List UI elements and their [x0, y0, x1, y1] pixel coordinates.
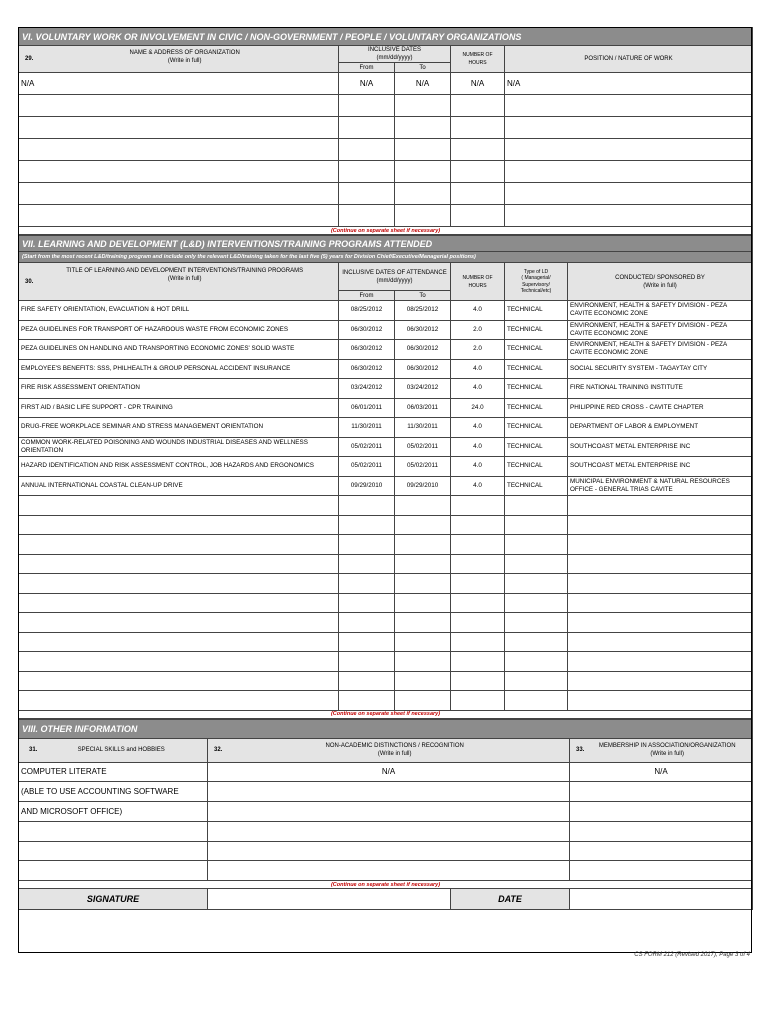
training-to-cell[interactable]: 11/30/2011 [395, 418, 451, 438]
table-row [19, 301, 753, 321]
table-row[interactable] [19, 161, 753, 183]
org-header-label: NAME & ADDRESS OF ORGANIZATION [129, 50, 240, 56]
voluntary-to-cell[interactable]: N/A [395, 73, 451, 95]
skills-label: SPECIAL SKILLS and HOBBIES [77, 747, 165, 753]
item-32-number: 32. [214, 747, 223, 753]
training-to-cell[interactable]: 06/30/2012 [395, 340, 451, 360]
membership-header [570, 738, 753, 762]
training-by-cell[interactable]: ENVIRONMENT, HEALTH & SAFETY DIVISION - PEZA CAVITE ECONOMIC ZONE [568, 320, 753, 340]
table-row[interactable] [19, 515, 753, 535]
org-header-sub: (Write in full) [167, 58, 202, 64]
training-title-cell[interactable]: EMPLOYEE'S BENEFITS: SSS, PHILHEALTH & GROUP PERSONAL ACCIDENT INSURANCE [19, 359, 339, 379]
type-label: Type of LD [523, 268, 549, 275]
membership-cell[interactable]: N/A [570, 762, 753, 782]
training-hours-cell[interactable]: 24.0 [451, 398, 505, 418]
training-hours-cell[interactable]: 4.0 [451, 476, 505, 496]
skill-cell[interactable] [19, 841, 208, 861]
training-type-cell[interactable]: TECHNICAL [505, 359, 568, 379]
training-hours-cell[interactable]: 4.0 [451, 418, 505, 438]
continue-note-vii: (Continue on separate sheet if necessary) [19, 710, 753, 718]
skill-cell[interactable] [19, 821, 208, 841]
skill-cell[interactable] [19, 861, 208, 881]
training-type-cell[interactable]: TECHNICAL [505, 340, 568, 360]
table-row [19, 802, 753, 822]
voluntary-position-header: POSITION / NATURE OF WORK [505, 46, 753, 73]
table-row[interactable] [19, 632, 753, 652]
voluntary-to-header: To [395, 63, 451, 73]
training-from-cell[interactable]: 05/02/2011 [339, 437, 395, 457]
membership-label: MEMBERSHIP IN ASSOCIATION/ORGANIZATION [598, 743, 736, 749]
table-row [19, 359, 753, 379]
pds-page [18, 27, 752, 910]
table-row[interactable] [19, 574, 753, 594]
training-from-cell[interactable]: 11/30/2011 [339, 418, 395, 438]
skills-header [19, 738, 208, 762]
dates-header-fmt: (mm/dd/yyyy) [376, 55, 413, 61]
training-by-cell[interactable]: MUNICIPAL ENVIRONMENT & NATURAL RESOURCES OFFICE - GENERAL TRIAS CAVITE [568, 476, 753, 496]
training-hours-cell[interactable]: 4.0 [451, 301, 505, 321]
training-dates-header [339, 263, 451, 291]
training-title-sub: (Write in full) [167, 275, 202, 282]
training-title-label: TITLE OF LEARNING AND DEVELOPMENT INTERVENTIONS/TRAINING PROGRAMS [66, 267, 304, 274]
table-row[interactable] [19, 205, 753, 227]
training-type-cell[interactable]: TECHNICAL [505, 398, 568, 418]
skill-cell[interactable]: COMPUTER LITERATE [19, 762, 208, 782]
continue-note-viii: (Continue on separate sheet if necessary) [19, 881, 753, 889]
training-hours-header: NUMBER OF HOURS [451, 263, 505, 301]
training-title-cell[interactable]: DRUG-FREE WORKPLACE SEMINAR AND STRESS MANAGEMENT ORIENTATION [19, 418, 339, 438]
training-to-cell[interactable]: 06/03/2011 [395, 398, 451, 418]
training-from-cell[interactable]: 03/24/2012 [339, 379, 395, 399]
training-to-cell[interactable]: 05/02/2011 [395, 457, 451, 477]
training-title-cell[interactable]: ANNUAL INTERNATIONAL COASTAL CLEAN-UP DRIVE [19, 476, 339, 496]
training-type-cell[interactable]: TECHNICAL [505, 476, 568, 496]
training-to-cell[interactable]: 08/25/2012 [395, 301, 451, 321]
distinctions-sub: (Write in full) [377, 751, 412, 757]
date-label: DATE [451, 889, 570, 910]
membership-cell[interactable] [570, 861, 753, 881]
table-row [19, 762, 753, 782]
membership-cell[interactable] [570, 802, 753, 822]
training-from-cell[interactable]: 06/30/2012 [339, 359, 395, 379]
training-from-cell[interactable]: 09/29/2010 [339, 476, 395, 496]
training-title-header [19, 263, 339, 301]
training-hours-cell[interactable]: 2.0 [451, 320, 505, 340]
training-by-cell[interactable]: FIRE NATIONAL TRAINING INSTITUTE [568, 379, 753, 399]
training-hours-cell[interactable]: 4.0 [451, 359, 505, 379]
voluntary-hours-header: NUMBER OF HOURS [451, 46, 505, 73]
table-row [19, 457, 753, 477]
table-row [19, 418, 753, 438]
table-row [19, 476, 753, 496]
distinctions-label: NON-ACADEMIC DISTINCTIONS / RECOGNITION [325, 743, 464, 749]
training-to-cell[interactable]: 06/30/2012 [395, 320, 451, 340]
type-sub: ( Managerial/ Supervisory/ Technical/etc) [520, 275, 552, 294]
training-type-cell[interactable]: TECHNICAL [505, 418, 568, 438]
training-type-cell[interactable]: TECHNICAL [505, 320, 568, 340]
table-row[interactable] [19, 95, 753, 117]
training-to-cell[interactable]: 09/29/2010 [395, 476, 451, 496]
training-type-cell[interactable]: TECHNICAL [505, 379, 568, 399]
membership-cell[interactable] [570, 782, 753, 802]
item-31-number: 31. [29, 747, 38, 753]
training-by-cell[interactable]: ENVIRONMENT, HEALTH & SAFETY DIVISION - PEZA CAVITE ECONOMIC ZONE [568, 340, 753, 360]
table-row [19, 320, 753, 340]
continue-note-vi: (Continue on separate sheet if necessary) [19, 227, 753, 235]
table-row [19, 398, 753, 418]
table-row [19, 437, 753, 457]
skill-cell[interactable]: AND MICROSOFT OFFICE) [19, 802, 208, 822]
distinction-cell[interactable] [208, 861, 570, 881]
training-title-cell[interactable]: FIRE RISK ASSESSMENT ORIENTATION [19, 379, 339, 399]
dates-header-label: INCLUSIVE DATES [368, 47, 421, 53]
table-row [19, 340, 753, 360]
training-to-cell[interactable]: 03/24/2012 [395, 379, 451, 399]
table-row[interactable] [19, 691, 753, 711]
training-type-cell[interactable]: TECHNICAL [505, 437, 568, 457]
training-hours-cell[interactable]: 4.0 [451, 437, 505, 457]
date-field[interactable] [570, 889, 753, 910]
voluntary-position-cell[interactable]: N/A [505, 73, 753, 95]
section-vii-note: (Start from the most recent L&D/training program and include only the relevant L&D/training taken for the last five (5) years for Division Chief/Executive/Managerial positions) [19, 252, 753, 263]
table-row [19, 379, 753, 399]
training-dates-label: INCLUSIVE DATES OF ATTENDANCE [342, 269, 447, 276]
voluntary-org-header [19, 46, 339, 73]
form-footer: CS FORM 212 (Revised 2017), Page 3 of 4 [634, 952, 750, 958]
training-from-header: From [339, 291, 395, 301]
distinction-cell[interactable] [208, 802, 570, 822]
table-row[interactable] [19, 652, 753, 672]
training-hours-cell[interactable]: 2.0 [451, 340, 505, 360]
training-by-cell[interactable]: ENVIRONMENT, HEALTH & SAFETY DIVISION - PEZA CAVITE ECONOMIC ZONE [568, 301, 753, 321]
training-to-cell[interactable]: 05/02/2011 [395, 437, 451, 457]
training-title-cell[interactable]: PEZA GUIDELINES ON HANDLING AND TRANSPORTING ECONOMIC ZONES' SOLID WASTE [19, 340, 339, 360]
table-row[interactable] [19, 117, 753, 139]
training-by-cell[interactable]: SOCIAL SECURITY SYSTEM - TAGAYTAY CITY [568, 359, 753, 379]
distinction-cell[interactable]: N/A [208, 762, 570, 782]
table-row[interactable] [19, 671, 753, 691]
training-by-cell[interactable]: DEPARTMENT OF LABOR & EMPLOYMENT [568, 418, 753, 438]
table-row [19, 841, 753, 861]
table-row [19, 821, 753, 841]
training-dates-fmt: (mm/dd/yyyy) [376, 277, 413, 284]
voluntary-from-header: From [339, 63, 395, 73]
skill-cell[interactable]: (ABLE TO USE ACCOUNTING SOFTWARE [19, 782, 208, 802]
training-type-header [505, 263, 568, 301]
table-row [19, 861, 753, 881]
other-info-table [18, 719, 753, 911]
training-from-cell[interactable]: 08/25/2012 [339, 301, 395, 321]
table-row[interactable] [19, 183, 753, 205]
training-from-cell[interactable]: 06/01/2011 [339, 398, 395, 418]
table-row[interactable] [19, 554, 753, 574]
item-29-number: 29. [25, 56, 34, 62]
training-to-header: To [395, 291, 451, 301]
training-from-cell[interactable]: 05/02/2011 [339, 457, 395, 477]
training-hours-cell[interactable]: 4.0 [451, 457, 505, 477]
training-title-cell[interactable]: HAZARD IDENTIFICATION AND RISK ASSESSMENT CONTROL, JOB HAZARDS AND ERGONOMICS [19, 457, 339, 477]
training-type-cell[interactable]: TECHNICAL [505, 457, 568, 477]
table-row [19, 73, 753, 95]
voluntary-hours-cell[interactable]: N/A [451, 73, 505, 95]
signature-field[interactable] [208, 889, 451, 910]
distinction-cell[interactable] [208, 841, 570, 861]
training-conducted-header [568, 263, 753, 301]
item-30-number: 30. [25, 278, 34, 285]
training-table [18, 235, 753, 719]
training-hours-cell[interactable]: 4.0 [451, 379, 505, 399]
section-vii-title: VII. LEARNING AND DEVELOPMENT (L&D) INTERVENTIONS/TRAINING PROGRAMS ATTENDED [19, 236, 753, 252]
training-to-cell[interactable]: 06/30/2012 [395, 359, 451, 379]
distinction-cell[interactable] [208, 821, 570, 841]
distinction-cell[interactable] [208, 782, 570, 802]
voluntary-work-table [18, 27, 753, 235]
section-viii-title: VIII. OTHER INFORMATION [19, 719, 753, 738]
voluntary-org-cell[interactable]: N/A [19, 73, 339, 95]
table-row [19, 782, 753, 802]
conducted-sub: (Write in full) [643, 282, 677, 289]
distinctions-header [208, 738, 570, 762]
table-row[interactable] [19, 535, 753, 555]
table-row[interactable] [19, 593, 753, 613]
table-row[interactable] [19, 496, 753, 516]
membership-cell[interactable] [570, 821, 753, 841]
training-from-cell[interactable]: 06/30/2012 [339, 340, 395, 360]
voluntary-dates-header [339, 46, 451, 63]
training-title-cell[interactable]: FIRST AID / BASIC LIFE SUPPORT - CPR TRAINING [19, 398, 339, 418]
training-title-cell[interactable]: COMMON WORK-RELATED POISONING AND WOUNDS INDUSTRIAL DISEASES AND WELLNESS ORIENTATION [19, 437, 339, 457]
training-type-cell[interactable]: TECHNICAL [505, 301, 568, 321]
membership-sub: (Write in full) [650, 751, 684, 757]
membership-cell[interactable] [570, 841, 753, 861]
training-by-cell[interactable]: SOUTHCOAST METAL ENTERPRISE INC [568, 437, 753, 457]
table-row[interactable] [19, 613, 753, 633]
signature-label: SIGNATURE [19, 889, 208, 910]
training-title-cell[interactable]: PEZA GUIDELINES FOR TRANSPORT OF HAZARDOUS WASTE FROM ECONOMIC ZONES [19, 320, 339, 340]
item-33-number: 33. [576, 747, 585, 753]
training-title-cell[interactable]: FIRE SAFETY ORIENTATION, EVACUATION & HOT DRILL [19, 301, 339, 321]
training-by-cell[interactable]: SOUTHCOAST METAL ENTERPRISE INC [568, 457, 753, 477]
training-by-cell[interactable]: PHILIPPINE RED CROSS - CAVITE CHAPTER [568, 398, 753, 418]
section-vi-title: VI. VOLUNTARY WORK OR INVOLVEMENT IN CIVIC / NON-GOVERNMENT / PEOPLE / VOLUNTARY ORGANIZATIONS [19, 28, 753, 46]
training-from-cell[interactable]: 06/30/2012 [339, 320, 395, 340]
conducted-label: CONDUCTED/ SPONSORED BY [615, 274, 705, 281]
voluntary-from-cell[interactable]: N/A [339, 73, 395, 95]
table-row[interactable] [19, 139, 753, 161]
